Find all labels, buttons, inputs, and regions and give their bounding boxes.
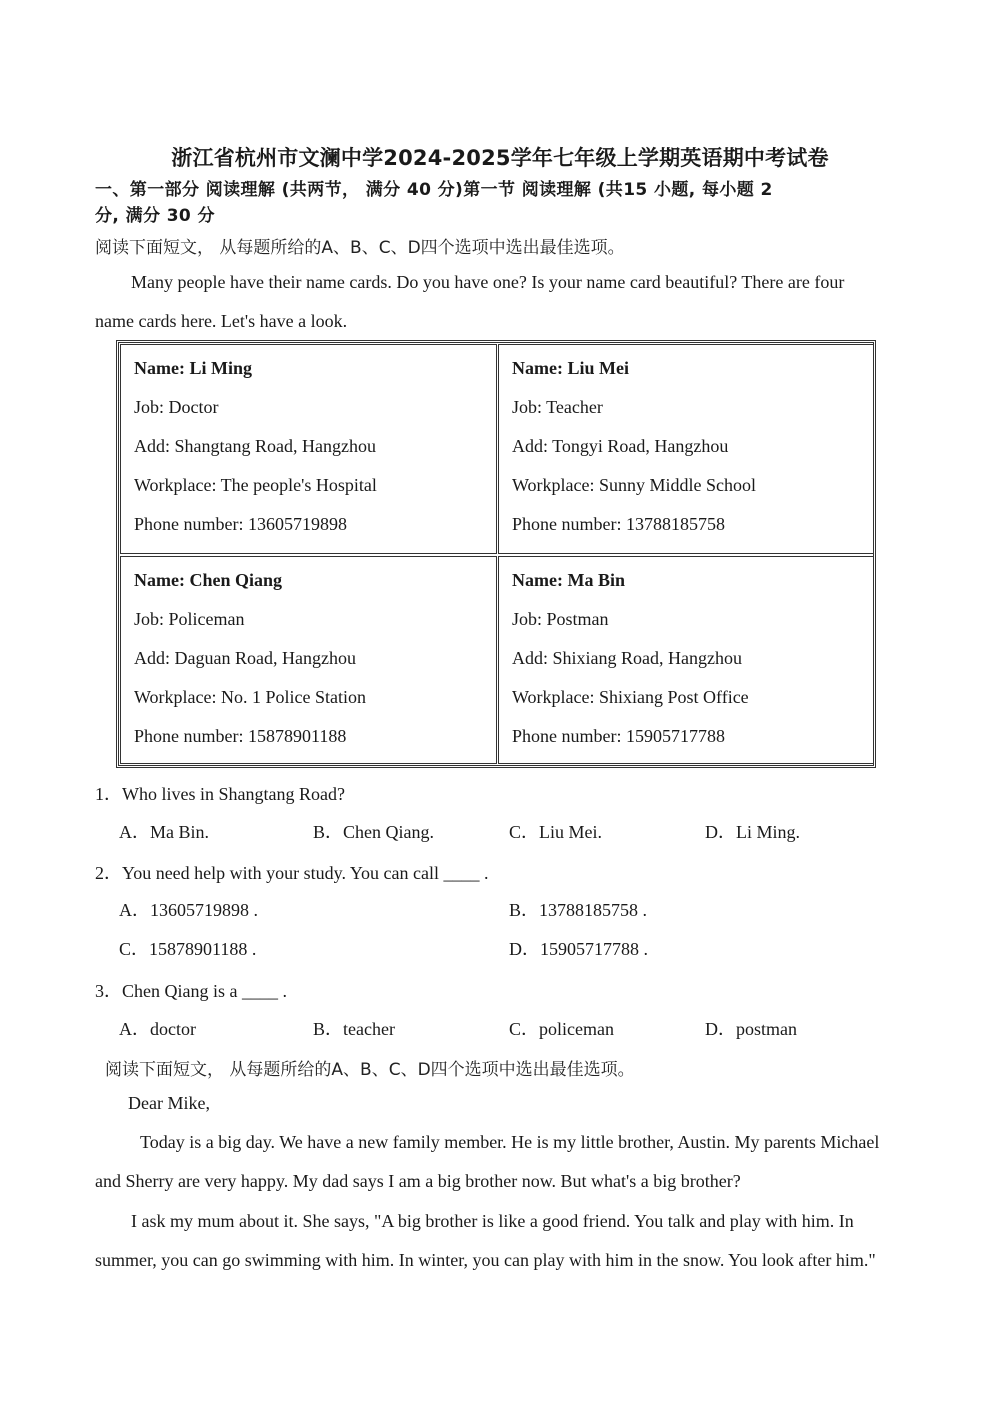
card-job: Job: Teacher [512, 397, 603, 417]
question-1-option-a[interactable]: A．Ma Bin. [119, 822, 209, 842]
section-heading-line2: 分, 满分 30 分 [95, 206, 215, 226]
card-workplace: Workplace: The people's Hospital [134, 475, 377, 495]
question-3-stem: 3．Chen Qiang is a ____ . [95, 981, 287, 1001]
card-name: Name: Ma Bin [512, 570, 625, 590]
name-cards-table [116, 340, 876, 768]
passage1-intro-line1: Many people have their name cards. Do you have one? Is your name card beautiful? There are four [131, 272, 845, 292]
card-phone: Phone number: 15905717788 [512, 726, 725, 746]
card-address: Add: Shangtang Road, Hangzhou [134, 436, 376, 456]
card-phone: Phone number: 13605719898 [134, 514, 347, 534]
question-3-option-a[interactable]: A．doctor [119, 1019, 196, 1039]
card-workplace: Workplace: No. 1 Police Station [134, 687, 367, 707]
card-address: Add: Tongyi Road, Hangzhou [512, 436, 729, 456]
question-1-option-d[interactable]: D．Li Ming. [705, 822, 801, 842]
card-phone: Phone number: 15878901188 [134, 726, 347, 746]
question-1-stem: 1．Who lives in Shangtang Road? [95, 784, 345, 804]
question-2-option-b[interactable]: B．13788185758 . [509, 900, 648, 920]
card-phone: Phone number: 13788185758 [512, 514, 725, 534]
passage1-instruction: 阅读下面短文， 从每题所给的A、B、C、D四个选项中选出最佳选项。 [95, 238, 625, 258]
question-3-option-c[interactable]: C．policeman [509, 1019, 614, 1039]
letter-salutation: Dear Mike, [128, 1093, 210, 1113]
card-workplace: Workplace: Shixiang Post Office [512, 687, 749, 707]
name-card [120, 344, 497, 554]
question-2-option-c[interactable]: C．15878901188 . [119, 939, 257, 959]
letter-p2-line2: summer, you can go swimming with him. In winter, you can play with him in the snow. You look after him." [95, 1250, 876, 1270]
card-job: Job: Policeman [134, 609, 245, 629]
question-1-option-c[interactable]: C．Liu Mei. [509, 822, 602, 842]
card-address: Add: Shixiang Road, Hangzhou [512, 648, 742, 668]
card-name: Name: Li Ming [134, 358, 252, 378]
letter-p1-line2: and Sherry are very happy. My dad says I am a big brother now. But what's a big brother? [95, 1171, 741, 1191]
letter-p2-line1: I ask my mum about it. She says, "A big brother is like a good friend. You talk and play with him. In [131, 1211, 854, 1231]
name-card [498, 556, 874, 764]
card-name: Name: Liu Mei [512, 358, 629, 378]
card-job: Job: Doctor [134, 397, 219, 417]
question-2-option-a[interactable]: A．13605719898 . [119, 900, 258, 920]
question-2-option-d[interactable]: D．15905717788 . [509, 939, 648, 959]
letter-p1-line1: Today is a big day. We have a new family member. He is my little brother, Austin. My parents Michael [140, 1132, 880, 1152]
passage1-intro-line2: name cards here. Let's have a look. [95, 311, 348, 331]
question-1-option-b[interactable]: B．Chen Qiang. [313, 822, 434, 842]
name-card [498, 344, 874, 554]
section-heading-line1: 一、第一部分 阅读理解 (共两节， 满分 40 分)第一节 阅读理解 (共15 小题, 每小题 2 [95, 180, 773, 200]
card-name: Name: Chen Qiang [134, 570, 282, 590]
passage2-instruction: 阅读下面短文， 从每题所给的A、B、C、D四个选项中选出最佳选项。 [105, 1060, 635, 1080]
question-2-stem: 2．You need help with your study. You can call ____ . [95, 863, 489, 883]
question-3-option-b[interactable]: B．teacher [313, 1019, 395, 1039]
card-job: Job: Postman [512, 609, 609, 629]
name-card [120, 556, 497, 764]
card-workplace: Workplace: Sunny Middle School [512, 475, 757, 495]
card-address: Add: Daguan Road, Hangzhou [134, 648, 356, 668]
question-3-option-d[interactable]: D．postman [705, 1019, 797, 1039]
page-title: 浙江省杭州市文澜中学2024-2025学年七年级上学期英语期中考试卷 [171, 146, 829, 170]
